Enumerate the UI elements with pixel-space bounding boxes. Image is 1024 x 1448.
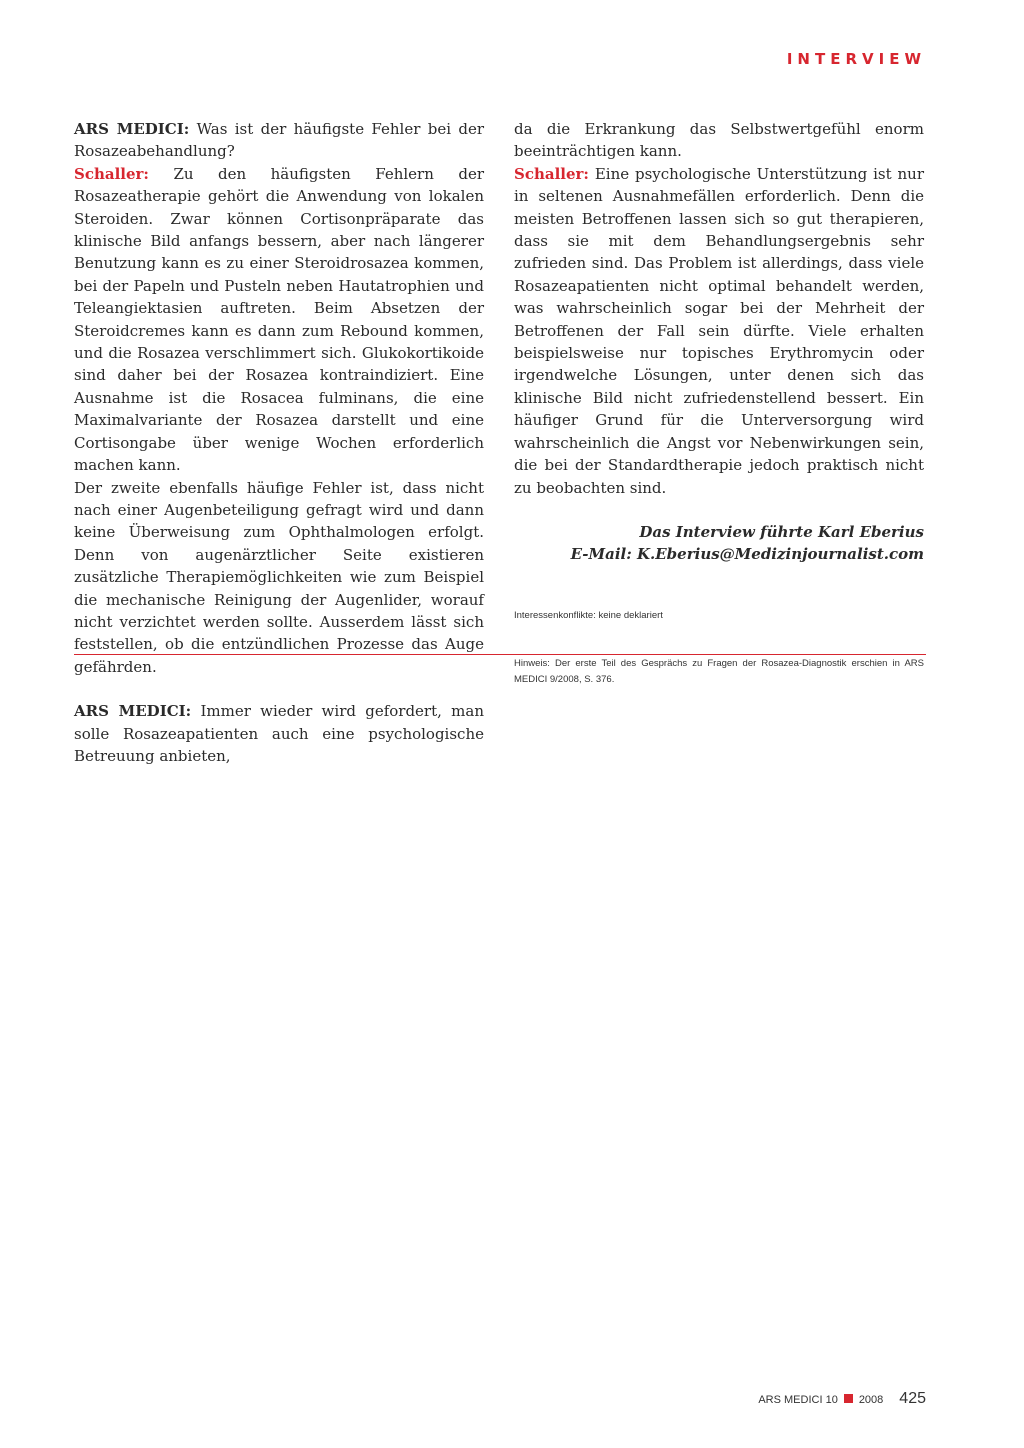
interviewee-label: Schaller: [514,164,589,183]
answer-text: Zu den häufigsten Fehlern der Rosazeatherapie gehört die Anwendung von lokalen Steroiden. Zwar können Cortisonpräparate das klinische Bild anfangs bessern, aber nach längerer Benutzung kann es zu einer Steroidrosazea kommen, bei der Papeln und Pusteln neben Hautatrophien und Teleangiektasien auftreten. Beim Absetzen der Steroidcremes kann es dann zum Rebound kommen, und die Rosazea verschlimmert sich. Glukokortikoide sind daher bei der Rosazea kontraindiziert. Eine Ausnahme ist die Rosacea fulminans, die eine Maximalvariante der Rosazea darstellt und eine Cortisongabe über wenige Wochen erforderlich machen kann. [74,164,484,475]
footer-year: 2008 [858,1394,884,1406]
footer-journal: ARS MEDICI 10 [758,1394,838,1406]
credit-email: E-Mail: K.Eberius@Medizinjournalist.com [570,545,924,564]
answer-text: Eine psychologische Unterstützung ist nur in seltenen Ausnahmefällen erforderlich. Denn die meisten Betroffenen lassen sich so gut therapieren, dass sie mit dem Behandlungsergebnis sehr zufrieden sind. Das Problem ist allerdings, dass viele Rosazeapatienten nicht optimal behandelt werden, was wahrscheinlich sogar bei der Mehrheit der Betroffenen der Fall sein dürfte. Viele erhalten beispielsweise nur topisches Erythromycin oder irgendwelche Lösungen, unter denen sich das klinische Bild nicht zufriedenstellend bessert. Ein häufiger Grund für die Unterversorgung wird wahrscheinlich die Angst vor Nebenwirkungen sein, die bei der Standardtherapie jedoch praktisch nicht zu beobachten sind. [514,164,924,497]
square-icon [844,1394,853,1403]
question-text: Immer wieder wird gefordert, man solle Rosazeapatienten auch eine psychologische Betreuung anbieten, [74,702,484,765]
right-column [514,118,924,688]
hint-note: Hinweis: Der erste Teil des Gesprächs zu Fragen der Rosazea-Diagnostik erschien in ARS MEDICI 9/2008, S. 376. [514,657,924,685]
page-footer [758,1390,926,1408]
question-paragraph [74,700,484,767]
question-continuation: da die Erkrankung das Selbstwertgefühl enorm beeinträchtigen kann. [514,120,924,161]
interviewer-label: ARS MEDICI: [74,120,190,138]
conflict-note: Interessenkonflikte: keine deklariert [514,609,663,621]
answer-paragraph [74,163,484,477]
interviewee-label: Schaller: [74,164,149,183]
answer-paragraph [514,163,924,499]
question-paragraph [74,118,484,163]
page-number: 425 [899,1390,926,1407]
credit-author: Das Interview führte Karl Eberius [639,522,924,541]
section-divider [74,654,926,655]
answer-paragraph: Der zweite ebenfalls häufige Fehler ist, dass nicht nach einer Augenbeteiligung gefragt wird und dann keine Überweisung zum Ophthalmologen erfolgt. Denn von augenärztlicher Seite existieren zusätzliche Therapiemöglichkeiten wie zum Beispiel die mechanische Reinigung der Augenlider, worauf nicht verzichtet werden sollte. Ausserdem lässt sich feststellen, ob die entzündlichen Prozesse das Auge gefährden. [74,478,484,676]
left-column [74,118,484,767]
interviewer-label: ARS MEDICI: [74,702,192,721]
interview-credit [514,521,924,566]
section-label: INTERVIEW [786,50,926,68]
question-text: Was ist der häufigste Fehler bei der Rosazeabehandlung? [74,120,484,161]
